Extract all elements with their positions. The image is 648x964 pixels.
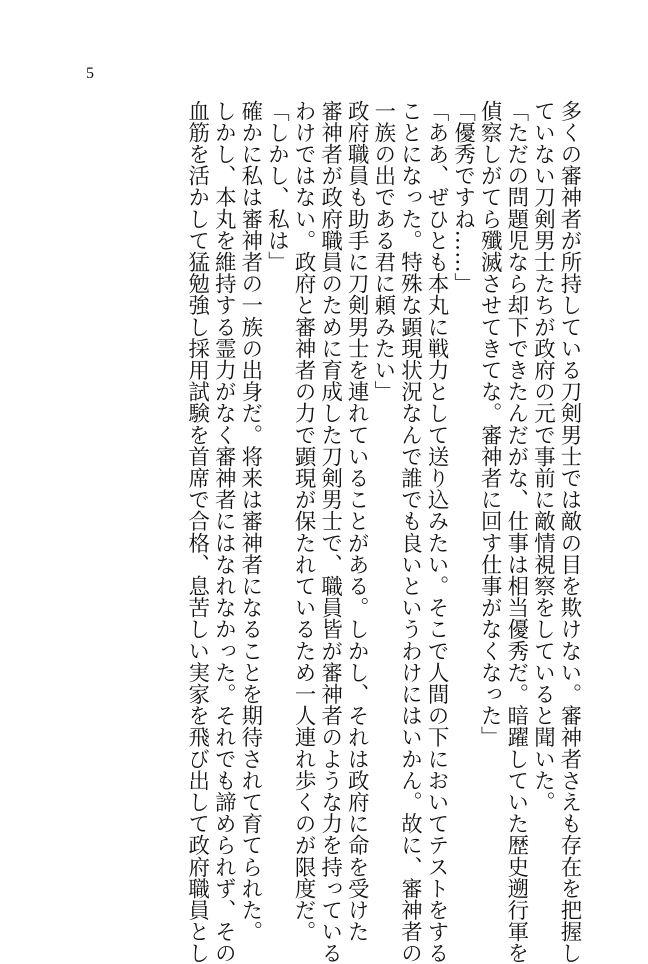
text-line: ていない刀剣男士たちが政府の元で事前に敵情視察をしていると聞いた。 — [530, 100, 556, 813]
vertical-text-body — [183, 100, 582, 964]
text-line: 「ああ、ぜひとも本丸に戦力として送り込みたい。そこで人間の下においてテストをする — [424, 100, 450, 964]
text-line: わけではない。政府と審神者の力で顕現が保たれているため一人連れ歩くのが限度だ。 — [291, 100, 317, 943]
page-number: 5 — [86, 65, 94, 82]
text-line: 多くの審神者が所持している刀剣男士では敵の目を欺けない。審神者さえも存在を把握し — [557, 100, 582, 964]
text-line: 政府職員も助手に刀剣男士を連れていることがある。しかし、それは政府に命を受けた — [344, 100, 370, 943]
text-line: 「しかし、私は」 — [264, 100, 290, 273]
text-line: 審神者が政府職員のために育成した刀剣男士で、職員皆が審神者のような力を持っている — [317, 100, 343, 964]
text-line: 偵察しがてら殲滅させてきてな。審神者に回す仕事がなくなった」 — [477, 100, 503, 748]
text-line: 「優秀ですね……」 — [450, 100, 476, 295]
text-line: しかし、本丸を維持する霊力がなく審神者にはなれなかった。それでも諦められず、その — [211, 100, 237, 964]
text-line: 「ただの問題児なら却下できたんだがな、仕事は相当優秀だ。暗躍していた歴史遡行軍を — [503, 100, 529, 964]
text-line: ことになった。特殊な顕現状況なんで誰でも良いというわけにはいかん。故に、審神者の — [397, 100, 423, 964]
text-line: 血筋を活かして猛勉強し採用試験を首席で合格、息苦しい実家を飛び出して政府職員とし — [184, 100, 210, 964]
text-line: 一族の出である君に頼みたい」 — [370, 100, 396, 403]
text-line: 確かに私は審神者の一族の出身だ。将来は審神者になることを期待されて育てられた。 — [237, 100, 263, 943]
